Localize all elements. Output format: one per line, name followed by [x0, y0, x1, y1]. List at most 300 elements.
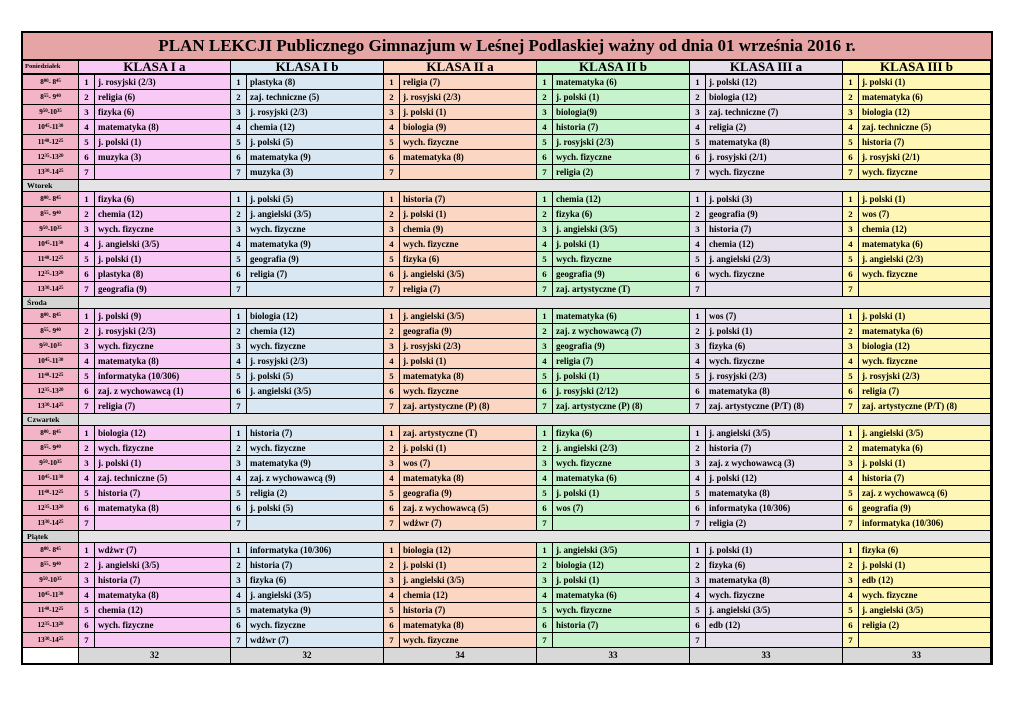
lesson-number: 7 — [79, 633, 95, 648]
lesson-time: 13 30 -14 25 — [23, 282, 79, 297]
lesson-subject: zaj. techniczne (5) — [859, 120, 991, 135]
lesson-subject: geografia (9) — [553, 339, 690, 354]
lesson-subject: j. rosyjski (2/1) — [859, 150, 991, 165]
lesson-subject: chemia (12) — [95, 603, 231, 618]
lesson-subject — [247, 399, 384, 414]
lesson-number: 2 — [843, 207, 859, 222]
lesson-subject: j. polski (1) — [95, 456, 231, 471]
class-header: KLASA I b — [231, 61, 384, 75]
lesson-number: 7 — [231, 165, 247, 180]
lesson-number: 2 — [690, 90, 706, 105]
lesson-plan-sheet — [21, 31, 993, 665]
lesson-number: 6 — [79, 150, 95, 165]
lesson-number: 3 — [231, 339, 247, 354]
lesson-number: 4 — [231, 237, 247, 252]
lesson-number: 1 — [79, 309, 95, 324]
lesson-subject: wos (7) — [553, 501, 690, 516]
lesson-number: 1 — [537, 75, 553, 90]
lesson-subject: j. polski (1) — [706, 543, 843, 558]
lesson-subject: j. angielski (3/5) — [859, 426, 991, 441]
lesson-subject: biologia (12) — [859, 339, 991, 354]
lesson-subject: zaj. z wychowawcą (6) — [859, 486, 991, 501]
lesson-number: 3 — [843, 339, 859, 354]
lesson-number: 6 — [690, 618, 706, 633]
lesson-number: 3 — [537, 222, 553, 237]
lesson-number: 2 — [537, 558, 553, 573]
day-label: Wtorek — [23, 180, 79, 192]
lesson-number: 1 — [79, 192, 95, 207]
lesson-number: 1 — [79, 426, 95, 441]
lesson-subject: zaj. artystyczne (P/T) (8) — [859, 399, 991, 414]
lesson-subject: j. polski (5) — [247, 135, 384, 150]
day-label: Czwartek — [23, 414, 79, 426]
class-header: KLASA III b — [843, 61, 991, 75]
lesson-subject: biologia (12) — [706, 90, 843, 105]
lesson-subject: j. polski (1) — [400, 207, 537, 222]
lesson-subject: j. polski (9) — [95, 309, 231, 324]
lesson-number: 7 — [843, 282, 859, 297]
lesson-subject: matematyka (6) — [859, 237, 991, 252]
lesson-number: 7 — [231, 399, 247, 414]
lesson-number: 7 — [384, 282, 400, 297]
lesson-number: 1 — [690, 309, 706, 324]
lesson-number: 4 — [384, 354, 400, 369]
lesson-number: 3 — [690, 222, 706, 237]
lesson-number: 6 — [384, 267, 400, 282]
lesson-subject: wdżwr (7) — [400, 516, 537, 531]
lesson-time: 12 35 -13 20 — [23, 618, 79, 633]
lesson-number: 4 — [231, 354, 247, 369]
lesson-subject: j. polski (1) — [859, 75, 991, 90]
lesson-subject: muzyka (3) — [95, 150, 231, 165]
lesson-number: 1 — [384, 309, 400, 324]
lesson-number: 7 — [384, 516, 400, 531]
lesson-number: 6 — [384, 618, 400, 633]
lesson-subject: j. angielski (2/3) — [553, 441, 690, 456]
lesson-subject: biologia (12) — [400, 543, 537, 558]
lesson-subject: j. angielski (3/5) — [247, 207, 384, 222]
lesson-number: 7 — [843, 399, 859, 414]
lesson-subject: informatyka (10/306) — [95, 369, 231, 384]
weekly-total: 33 — [843, 648, 991, 663]
lesson-subject — [859, 633, 991, 648]
lesson-subject: wos (7) — [400, 456, 537, 471]
lesson-number: 5 — [843, 486, 859, 501]
lesson-time: 12 35 -13 20 — [23, 267, 79, 282]
lesson-time: 8 00 - 8 45 — [23, 543, 79, 558]
lesson-number: 7 — [690, 399, 706, 414]
lesson-number: 4 — [79, 588, 95, 603]
lesson-subject: historia (7) — [95, 573, 231, 588]
lesson-number: 5 — [79, 369, 95, 384]
lesson-number: 4 — [843, 237, 859, 252]
lesson-number: 4 — [690, 471, 706, 486]
lesson-number: 7 — [384, 633, 400, 648]
lesson-subject: j. angielski (3/5) — [706, 426, 843, 441]
lesson-subject: fizyka (6) — [247, 573, 384, 588]
lesson-number: 2 — [537, 207, 553, 222]
lesson-subject: matematyka (8) — [95, 354, 231, 369]
lesson-subject: j. rosyjski (2/3) — [400, 339, 537, 354]
lesson-subject: edb (12) — [859, 573, 991, 588]
lesson-number: 3 — [537, 339, 553, 354]
lesson-number: 6 — [537, 150, 553, 165]
lesson-number: 3 — [384, 339, 400, 354]
lesson-number: 3 — [79, 222, 95, 237]
lesson-subject: wych. fizyczne — [859, 354, 991, 369]
lesson-time: 8 55 - 9 40 — [23, 90, 79, 105]
lesson-number: 2 — [537, 324, 553, 339]
lesson-subject — [400, 165, 537, 180]
lesson-number: 2 — [384, 558, 400, 573]
lesson-subject: informatyka (10/306) — [706, 501, 843, 516]
lesson-time: 10 45 -11 30 — [23, 237, 79, 252]
lesson-number: 2 — [690, 324, 706, 339]
lesson-subject: informatyka (10/306) — [247, 543, 384, 558]
lesson-number: 2 — [231, 324, 247, 339]
lesson-number: 2 — [79, 324, 95, 339]
lesson-time: 12 35 -13 20 — [23, 501, 79, 516]
lesson-subject: historia (7) — [400, 603, 537, 618]
lesson-subject: j. angielski (3/5) — [247, 588, 384, 603]
lesson-subject: matematyka (6) — [553, 471, 690, 486]
lesson-number: 5 — [384, 603, 400, 618]
lesson-number: 5 — [231, 135, 247, 150]
day-label: Poniedziałek — [23, 61, 79, 75]
lesson-subject: historia (7) — [706, 222, 843, 237]
lesson-subject: j. polski (5) — [247, 369, 384, 384]
lesson-number: 5 — [79, 135, 95, 150]
lesson-number: 5 — [537, 135, 553, 150]
lesson-number: 5 — [690, 486, 706, 501]
lesson-number: 1 — [79, 543, 95, 558]
lesson-subject: zaj. artystyczne (P) (8) — [553, 399, 690, 414]
lesson-subject: informatyka (10/306) — [859, 516, 991, 531]
lesson-number: 3 — [537, 573, 553, 588]
lesson-subject: historia (7) — [859, 135, 991, 150]
lesson-subject: j. polski (3) — [706, 192, 843, 207]
lesson-subject: religia (7) — [400, 75, 537, 90]
lesson-subject: wych. fizyczne — [95, 222, 231, 237]
lesson-subject: religia (7) — [95, 399, 231, 414]
lesson-subject: j. polski (1) — [400, 441, 537, 456]
lesson-number: 3 — [231, 222, 247, 237]
lesson-subject: wych. fizyczne — [400, 135, 537, 150]
lesson-time: 9 50 -10 35 — [23, 105, 79, 120]
lesson-subject: j. rosyjski (2/3) — [400, 90, 537, 105]
lesson-number: 5 — [690, 135, 706, 150]
lesson-subject: j. angielski (3/5) — [400, 267, 537, 282]
lesson-subject: j. polski (1) — [859, 309, 991, 324]
lesson-number: 4 — [843, 588, 859, 603]
lesson-subject: j. angielski (2/3) — [706, 252, 843, 267]
lesson-subject: wych. fizyczne — [400, 633, 537, 648]
lesson-number: 5 — [79, 603, 95, 618]
lesson-number: 4 — [690, 588, 706, 603]
lesson-number: 2 — [690, 558, 706, 573]
lesson-number: 7 — [843, 165, 859, 180]
lesson-number: 1 — [384, 543, 400, 558]
lesson-subject: zaj. z wychowawcą (3) — [706, 456, 843, 471]
lesson-subject: historia (7) — [247, 426, 384, 441]
lesson-subject: j. polski (1) — [400, 105, 537, 120]
lesson-number: 3 — [79, 339, 95, 354]
lesson-number: 5 — [231, 369, 247, 384]
lesson-subject: biologia (12) — [247, 309, 384, 324]
lesson-subject: historia (7) — [247, 558, 384, 573]
lesson-subject: fizyka (6) — [95, 105, 231, 120]
lesson-number: 5 — [231, 603, 247, 618]
lesson-number: 2 — [843, 441, 859, 456]
lesson-subject: biologia (12) — [95, 426, 231, 441]
lesson-time: 13 30 -14 25 — [23, 165, 79, 180]
lesson-subject: geografia (9) — [400, 486, 537, 501]
lesson-number: 4 — [843, 354, 859, 369]
lesson-subject: wych. fizyczne — [706, 588, 843, 603]
lesson-number: 6 — [537, 501, 553, 516]
lesson-subject: historia (7) — [553, 120, 690, 135]
lesson-number: 6 — [231, 501, 247, 516]
lesson-number: 3 — [843, 456, 859, 471]
lesson-number: 4 — [690, 120, 706, 135]
lesson-subject: matematyka (8) — [706, 384, 843, 399]
lesson-number: 6 — [79, 384, 95, 399]
class-header: KLASA III a — [690, 61, 843, 75]
lesson-number: 3 — [843, 222, 859, 237]
lesson-number: 5 — [690, 252, 706, 267]
lesson-subject: j. polski (1) — [706, 324, 843, 339]
lesson-number: 5 — [537, 369, 553, 384]
lesson-subject — [247, 282, 384, 297]
lesson-subject: muzyka (3) — [247, 165, 384, 180]
lesson-subject: matematyka (6) — [553, 588, 690, 603]
lesson-number: 5 — [537, 486, 553, 501]
lesson-number: 1 — [537, 543, 553, 558]
lesson-number: 5 — [690, 369, 706, 384]
lesson-time: 8 00 - 8 45 — [23, 309, 79, 324]
lesson-subject: wych. fizyczne — [553, 150, 690, 165]
lesson-subject: wych. fizyczne — [859, 267, 991, 282]
lesson-subject: wos (7) — [859, 207, 991, 222]
lesson-subject: historia (7) — [553, 618, 690, 633]
lesson-number: 2 — [231, 207, 247, 222]
lesson-number: 5 — [384, 135, 400, 150]
lesson-subject: matematyka (8) — [95, 120, 231, 135]
lesson-number: 2 — [384, 207, 400, 222]
lesson-number: 2 — [690, 207, 706, 222]
lesson-number: 7 — [231, 282, 247, 297]
lesson-subject — [95, 516, 231, 531]
lesson-subject: j. polski (12) — [706, 471, 843, 486]
lesson-number: 6 — [843, 384, 859, 399]
lesson-number: 5 — [79, 252, 95, 267]
lesson-subject: j. rosyjski (2/3) — [95, 324, 231, 339]
lesson-number: 6 — [690, 501, 706, 516]
lesson-subject: biologia (9) — [400, 120, 537, 135]
lesson-subject: matematyka (8) — [400, 150, 537, 165]
lesson-subject: j. polski (1) — [553, 369, 690, 384]
lesson-subject: chemia (9) — [400, 222, 537, 237]
lesson-number: 3 — [79, 456, 95, 471]
lesson-number: 2 — [231, 441, 247, 456]
lesson-number: 1 — [537, 426, 553, 441]
lesson-subject: matematyka (9) — [247, 150, 384, 165]
lesson-subject: j. polski (1) — [553, 237, 690, 252]
lesson-subject: religia (2) — [553, 165, 690, 180]
lesson-time: 11 40 -12 25 — [23, 369, 79, 384]
lesson-number: 2 — [843, 558, 859, 573]
class-header: KLASA I a — [79, 61, 231, 75]
lesson-time: 8 00 - 8 45 — [23, 75, 79, 90]
lesson-subject: j. polski (1) — [400, 354, 537, 369]
lesson-number: 7 — [690, 516, 706, 531]
lesson-subject: religia (7) — [400, 282, 537, 297]
lesson-subject: matematyka (9) — [247, 237, 384, 252]
lesson-subject: fizyka (6) — [706, 339, 843, 354]
lesson-number: 6 — [79, 501, 95, 516]
lesson-subject: j. polski (1) — [95, 252, 231, 267]
lesson-subject: geografia (9) — [95, 282, 231, 297]
lesson-subject: religia (2) — [706, 120, 843, 135]
day-separator — [79, 414, 991, 426]
lesson-number: 4 — [843, 120, 859, 135]
lesson-subject: j. polski (1) — [553, 573, 690, 588]
lesson-subject: j. angielski (3/5) — [95, 558, 231, 573]
lesson-subject: j. rosyjski (2/3) — [706, 369, 843, 384]
lesson-number: 1 — [384, 75, 400, 90]
lesson-subject: fizyka (6) — [553, 426, 690, 441]
lesson-subject: j. polski (1) — [859, 456, 991, 471]
lesson-subject: plastyka (8) — [247, 75, 384, 90]
lesson-number: 2 — [384, 324, 400, 339]
lesson-subject: wych. fizyczne — [95, 339, 231, 354]
lesson-number: 6 — [231, 267, 247, 282]
lesson-subject: religia (7) — [247, 267, 384, 282]
lesson-number: 4 — [690, 237, 706, 252]
lesson-subject: chemia (12) — [706, 237, 843, 252]
lesson-number: 6 — [690, 384, 706, 399]
lesson-number: 4 — [690, 354, 706, 369]
lesson-subject: wych. fizyczne — [553, 456, 690, 471]
lesson-subject: biologia (12) — [859, 105, 991, 120]
lesson-number: 1 — [690, 192, 706, 207]
lesson-number: 3 — [537, 105, 553, 120]
lesson-number: 5 — [231, 486, 247, 501]
lesson-number: 4 — [537, 588, 553, 603]
lesson-number: 6 — [843, 618, 859, 633]
lesson-time: 11 40 -12 25 — [23, 252, 79, 267]
lesson-subject — [95, 633, 231, 648]
lesson-subject: matematyka (8) — [95, 501, 231, 516]
lesson-subject: fizyka (6) — [400, 252, 537, 267]
weekly-total: 34 — [384, 648, 537, 663]
lesson-subject: matematyka (8) — [706, 486, 843, 501]
lesson-subject: matematyka (8) — [706, 135, 843, 150]
lesson-number: 1 — [690, 543, 706, 558]
lesson-subject: j. polski (5) — [247, 192, 384, 207]
lesson-number: 3 — [384, 573, 400, 588]
lesson-number: 6 — [843, 267, 859, 282]
lesson-number: 1 — [843, 192, 859, 207]
lesson-subject: j. polski (1) — [400, 558, 537, 573]
lesson-subject: zaj. techniczne (7) — [706, 105, 843, 120]
lesson-subject: zaj. techniczne (5) — [247, 90, 384, 105]
lesson-subject: geografia (9) — [859, 501, 991, 516]
lesson-subject: geografia (9) — [553, 267, 690, 282]
lesson-subject: wych. fizyczne — [400, 384, 537, 399]
lesson-number: 4 — [79, 120, 95, 135]
lesson-subject: zaj. techniczne (5) — [95, 471, 231, 486]
lesson-subject: j. polski (1) — [859, 558, 991, 573]
lesson-subject: zaj. z wychowawcą (5) — [400, 501, 537, 516]
lesson-subject: j. angielski (3/5) — [247, 384, 384, 399]
lesson-number: 7 — [384, 399, 400, 414]
lesson-number: 4 — [537, 471, 553, 486]
lesson-subject: j. angielski (3/5) — [553, 222, 690, 237]
lesson-number: 1 — [231, 309, 247, 324]
lesson-number: 2 — [231, 90, 247, 105]
lesson-subject: zaj. artystyczne (P) (8) — [400, 399, 537, 414]
lesson-number: 5 — [843, 252, 859, 267]
lesson-subject: matematyka (6) — [859, 90, 991, 105]
lesson-number: 1 — [843, 426, 859, 441]
lesson-subject: j. polski (1) — [859, 192, 991, 207]
lesson-subject: historia (7) — [95, 486, 231, 501]
lesson-subject: chemia (12) — [400, 588, 537, 603]
lesson-subject: geografia (9) — [706, 207, 843, 222]
lesson-subject: religia (2) — [859, 618, 991, 633]
lesson-time: 8 00 - 8 45 — [23, 426, 79, 441]
lesson-number: 5 — [843, 369, 859, 384]
lesson-subject: zaj. z wychowawcą (9) — [247, 471, 384, 486]
lesson-subject: j. polski (5) — [247, 501, 384, 516]
lesson-subject: religia (2) — [706, 516, 843, 531]
lesson-number: 3 — [231, 105, 247, 120]
lesson-number: 1 — [843, 543, 859, 558]
lesson-subject: wych. fizyczne — [247, 339, 384, 354]
lesson-subject: matematyka (9) — [247, 603, 384, 618]
lesson-subject: matematyka (6) — [859, 441, 991, 456]
lesson-number: 5 — [79, 486, 95, 501]
lesson-number: 3 — [384, 456, 400, 471]
lesson-subject: fizyka (6) — [95, 192, 231, 207]
lesson-number: 1 — [231, 543, 247, 558]
lesson-number: 1 — [537, 192, 553, 207]
lesson-subject: j. rosyjski (2/3) — [553, 135, 690, 150]
lesson-time: 11 40 -12 25 — [23, 603, 79, 618]
lesson-number: 7 — [537, 516, 553, 531]
lesson-number: 7 — [79, 399, 95, 414]
lesson-number: 7 — [537, 633, 553, 648]
lesson-number: 3 — [690, 573, 706, 588]
lesson-number: 1 — [231, 75, 247, 90]
lesson-subject: geografia (9) — [400, 324, 537, 339]
weekly-total: 33 — [537, 648, 690, 663]
lesson-subject: fizyka (6) — [706, 558, 843, 573]
lesson-number: 4 — [384, 120, 400, 135]
lesson-number: 4 — [79, 237, 95, 252]
lesson-subject: matematyka (6) — [859, 324, 991, 339]
lesson-subject — [553, 516, 690, 531]
lesson-number: 6 — [231, 150, 247, 165]
lesson-number: 6 — [537, 384, 553, 399]
page-title: PLAN LEKCJI Publicznego Gimnazjum w Leśnej Podlaskiej ważny od dnia 01 września 2016 r. — [23, 33, 991, 61]
lesson-subject: j. angielski (3/5) — [400, 573, 537, 588]
lesson-subject: fizyka (6) — [553, 207, 690, 222]
lesson-number: 7 — [79, 282, 95, 297]
lesson-number: 3 — [384, 105, 400, 120]
day-separator — [79, 531, 991, 543]
